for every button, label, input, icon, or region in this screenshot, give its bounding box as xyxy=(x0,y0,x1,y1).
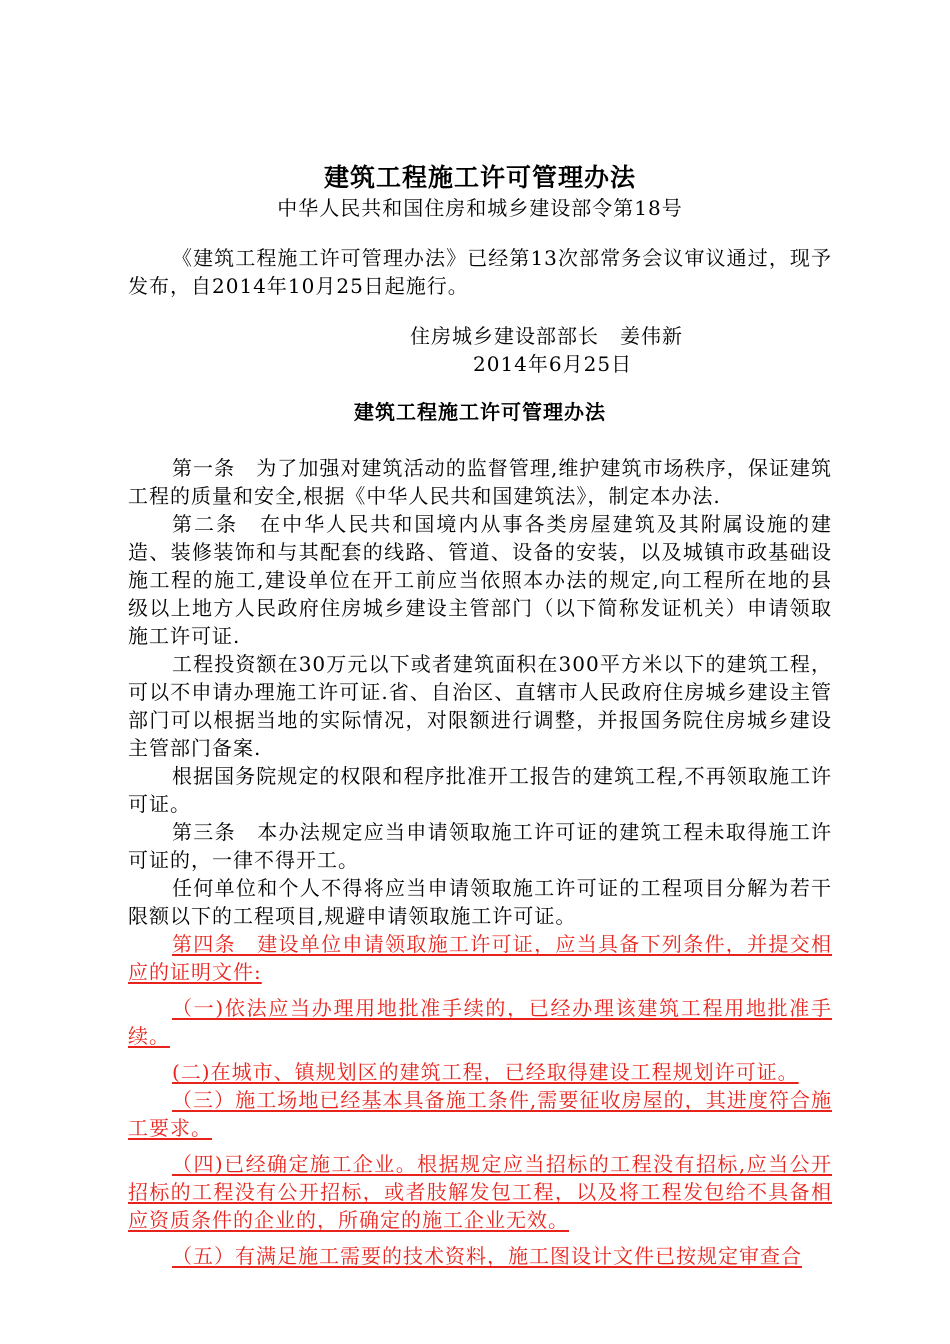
highlighted-paragraph: （五）有满足施工需要的技术资料，施工图设计文件已按规定审查合 xyxy=(172,1244,802,1268)
section-title: 建筑工程施工许可管理办法 xyxy=(354,400,606,424)
highlighted-paragraph: （四)已经确定施工企业。根据规定应当招标的工程没有招标,应当公开招标的工程没有公开招标，或者肢解发包工程，以及将工程发包给不具备相应资质条件的企业的，所确定的施工企业无效。 xyxy=(128,1152,832,1232)
sign-date: 2014年6月25日 xyxy=(473,352,633,376)
highlighted-paragraph: （三）施工场地已经基本具备施工条件,需要征收房屋的，其进度符合施工要求。 xyxy=(128,1088,832,1140)
document-subtitle: 中华人民共和国住房和城乡建设部令第18号 xyxy=(277,196,683,220)
highlighted-paragraph: (二)在城市、镇规划区的建筑工程，已经取得建设工程规划许可证。 xyxy=(172,1060,799,1084)
highlighted-paragraph: （一)依法应当办理用地批准手续的，已经办理该建筑工程用地批准手续。 xyxy=(128,996,832,1048)
decree-intro: 《建筑工程施工许可管理办法》已经第13次部常务会议审议通过，现予发布，自2014年10月25日起施行。 xyxy=(128,246,832,298)
document-body xyxy=(128,454,832,1270)
document-title: 建筑工程施工许可管理办法 xyxy=(323,163,636,192)
document-page xyxy=(128,0,832,1344)
article-paragraph: 根据国务院规定的权限和程序批准开工报告的建筑工程,不再领取施工许可证。 xyxy=(128,764,832,816)
article-paragraph: 工程投资额在30万元以下或者建筑面积在300平方米以下的建筑工程，可以不申请办理施工许可证.省、自治区、直辖市人民政府住房城乡建设主管部门可以根据当地的实际情况，对限额进行调整，并报国务院住房城乡建设主管部门备案. xyxy=(128,652,832,760)
highlighted-paragraph: 第四条 建设单位申请领取施工许可证，应当具备下列条件，并提交相应的证明文件: xyxy=(128,932,832,984)
article-paragraph: 任何单位和个人不得将应当申请领取施工许可证的工程项目分解为若干限额以下的工程项目,规避申请领取施工许可证。 xyxy=(128,876,832,928)
signer-line: 住房城乡建设部部长 姜伟新 xyxy=(410,324,683,348)
article-paragraph: 第三条 本办法规定应当申请领取施工许可证的建筑工程未取得施工许可证的，一律不得开工。 xyxy=(128,820,832,872)
article-paragraph: 第一条 为了加强对建筑活动的监督管理,维护建筑市场秩序，保证建筑工程的质量和安全,根据《中华人民共和国建筑法》，制定本办法. xyxy=(128,456,832,508)
article-paragraph: 第二条 在中华人民共和国境内从事各类房屋建筑及其附属设施的建造、装修装饰和与其配套的线路、管道、设备的安装，以及城镇市政基础设施工程的施工,建设单位在开工前应当依照本办法的规定,向工程所在地的县级以上地方人民政府住房城乡建设主管部门（以下简称发证机关）申请领取施工许可证. xyxy=(128,512,832,648)
